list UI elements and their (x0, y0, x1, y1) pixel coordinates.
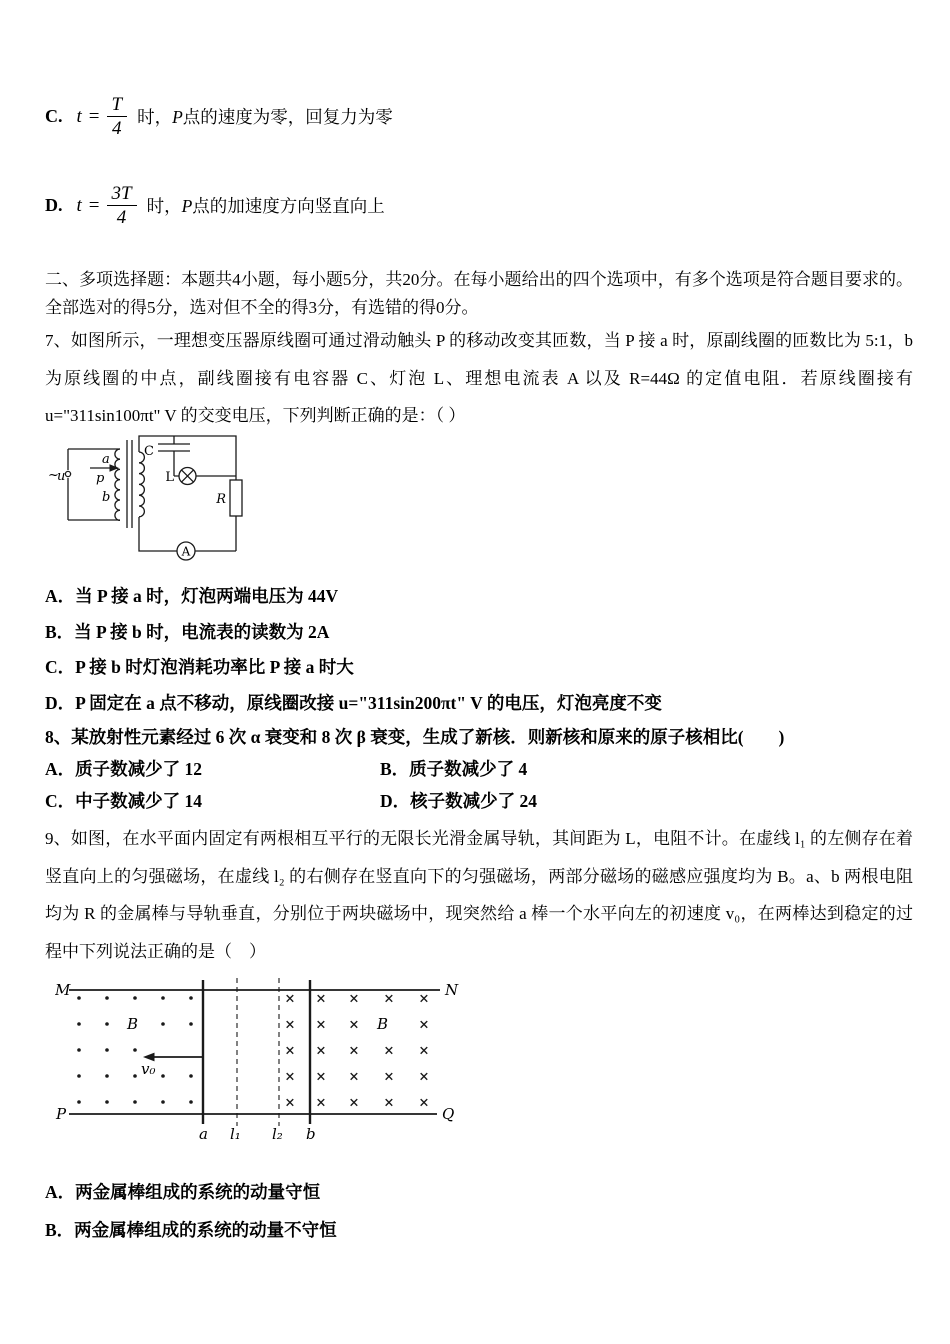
label-P: P (56, 1105, 67, 1123)
svg-text:×: × (348, 1043, 360, 1059)
capacitor-label: C (144, 444, 154, 459)
field-out-of-page-dots (77, 996, 193, 1104)
q6-option-d-label: D. (45, 195, 63, 216)
svg-text:×: × (418, 1069, 430, 1085)
label-bar-a: a (199, 1125, 208, 1143)
q8-options (45, 752, 765, 816)
transformer-core (127, 440, 132, 528)
svg-text:×: × (418, 1043, 430, 1059)
svg-text:×: × (284, 1017, 296, 1033)
q6-option-c (45, 94, 393, 140)
label-l2: l₂ (272, 1125, 283, 1143)
label-B-left: B (127, 1015, 139, 1033)
tap-b-label: b (102, 490, 111, 505)
fraction-denominator: 4 (116, 207, 127, 229)
equals-sign: = (88, 105, 100, 127)
svg-text:×: × (348, 1069, 360, 1085)
q9-rail-diagram (55, 972, 465, 1144)
circuit-labels (48, 444, 226, 559)
slider-p-label: p (96, 471, 105, 486)
ammeter-label: A (181, 544, 191, 559)
q6-option-d-formula (77, 183, 137, 229)
svg-text:×: × (383, 991, 395, 1007)
svg-text:×: × (284, 1095, 296, 1111)
tap-a-label: a (102, 452, 110, 467)
resistor-label: R (216, 492, 226, 507)
q8-option-b: B．质子数减少了 4 (380, 758, 528, 779)
svg-text:×: × (348, 1017, 360, 1033)
svg-text:×: × (383, 1095, 395, 1111)
fraction-numerator: 3T (107, 183, 137, 206)
svg-text:×: × (418, 1017, 430, 1033)
q8-stem: 8、某放射性元素经过 6 次 α 衰变和 8 次 β 衰变，生成了新核．则新核和原来的原子核相比( ) (45, 727, 785, 747)
svg-text:×: × (315, 1095, 327, 1111)
svg-text:×: × (348, 991, 360, 1007)
rail-diagram-labels (55, 981, 459, 1143)
fraction-numerator: T (107, 94, 128, 117)
fraction (107, 94, 128, 140)
label-B-right: B (377, 1015, 389, 1033)
label-N: N (445, 981, 459, 999)
field-into-page-crosses (285, 992, 430, 1111)
q8-option-d: D．核子数减少了 24 (380, 790, 538, 811)
resistor-R-symbol (230, 480, 242, 516)
q6-option-c-text: 时，P点的速度为零，回复力为零 (137, 107, 393, 128)
svg-text:×: × (383, 1043, 395, 1059)
svg-text:×: × (418, 991, 430, 1007)
svg-text:×: × (284, 1043, 296, 1059)
q7-option-a: A．当 P 接 a 时，灯泡两端电压为 44V (45, 586, 339, 607)
q9-option-b: B．两金属棒组成的系统的动量不守恒 (45, 1219, 337, 1240)
svg-text:×: × (348, 1095, 360, 1111)
source-terminal (65, 471, 70, 476)
q7-circuit-diagram (46, 424, 258, 566)
fraction (107, 183, 137, 229)
label-M: M (55, 981, 71, 999)
label-v0: v₀ (141, 1060, 156, 1078)
fraction-denominator: 4 (112, 118, 122, 140)
q8-option-a: A．质子数减少了 12 (45, 758, 203, 779)
source-u-label: u (57, 469, 66, 484)
q6-option-d (45, 183, 385, 229)
label-Q: Q (442, 1105, 455, 1123)
primary-coil (115, 449, 120, 520)
capacitor-C-symbol (158, 436, 190, 476)
q9-options (45, 1172, 337, 1248)
secondary-coil (139, 452, 144, 517)
q7-stem: 7、如图所示，一理想变压器原线圈可通过滑动触头 P 的移动改变其匝数，当 P 接 a 时，原副线圈的匝数比为 5:1，b 为原线圈的中点，副线圈接有电容器 C、灯泡 L、理想电流表 A 以及 R=44Ω 的定值电阻．若原线圈接有 u="311sin100πt" V 的交变电压，下列判断正确的是：（ ） (45, 331, 913, 425)
svg-text:×: × (284, 991, 296, 1007)
source-tilde-label: ~ (48, 468, 59, 483)
svg-text:×: × (383, 1069, 395, 1085)
q8-option-c: C．中子数减少了 14 (45, 790, 203, 811)
label-l1: l₁ (230, 1125, 241, 1143)
q6-option-c-label: C. (45, 106, 63, 127)
formula-var-t: t (76, 194, 82, 216)
q7-options (45, 578, 662, 720)
svg-text:×: × (315, 1017, 327, 1033)
svg-text:×: × (315, 1069, 327, 1085)
svg-text:×: × (315, 1043, 327, 1059)
q6-option-d-text: 时，P点的加速度方向竖直向上 (146, 196, 385, 217)
svg-text:×: × (315, 991, 327, 1007)
q7-option-b: B．当 P 接 b 时，电流表的读数为 2A (45, 621, 330, 642)
q6-option-c-formula (77, 94, 128, 140)
equals-sign: = (88, 194, 100, 216)
q7-option-c: C．P 接 b 时灯泡消耗功率比 P 接 a 时大 (45, 657, 354, 678)
svg-text:×: × (418, 1095, 430, 1111)
q7-option-d: D．P 固定在 a 点不移动，原线圈改接 u="311sin200πt" V 的电压，灯泡亮度不变 (45, 692, 662, 713)
section2-header: 二、多项选择题：本题共4小题，每小题5分，共20分。在每小题给出的四个选项中，有多个选项是符合题目要求的。全部选对的得5分，选对但不全的得3分，有选错的得0分。 (45, 270, 913, 317)
label-bar-b: b (306, 1125, 316, 1143)
q9-option-a: A．两金属棒组成的系统的动量守恒 (45, 1181, 321, 1202)
svg-text:×: × (284, 1069, 296, 1085)
formula-var-t: t (76, 105, 82, 127)
lamp-label: L (165, 470, 174, 485)
q9-stem: 9、如图，在水平面内固定有两根相互平行的无限长光滑金属导轨，其间距为 L，电阻不计。在虚线 l₁ 的左侧存在着竖直向上的匀强磁场，在虚线 l₂ 的右侧存在竖直向下的匀强磁场，两部分磁场的磁感应强度均为 B。a、b 两根电阻均为 R 的金属棒与导轨垂直，分别位于两块磁场中，现突然给 a 棒一个水平向左的初速度 v₀，在两棒达到稳定的过程中下列说法正确的是（ ） (45, 829, 913, 961)
